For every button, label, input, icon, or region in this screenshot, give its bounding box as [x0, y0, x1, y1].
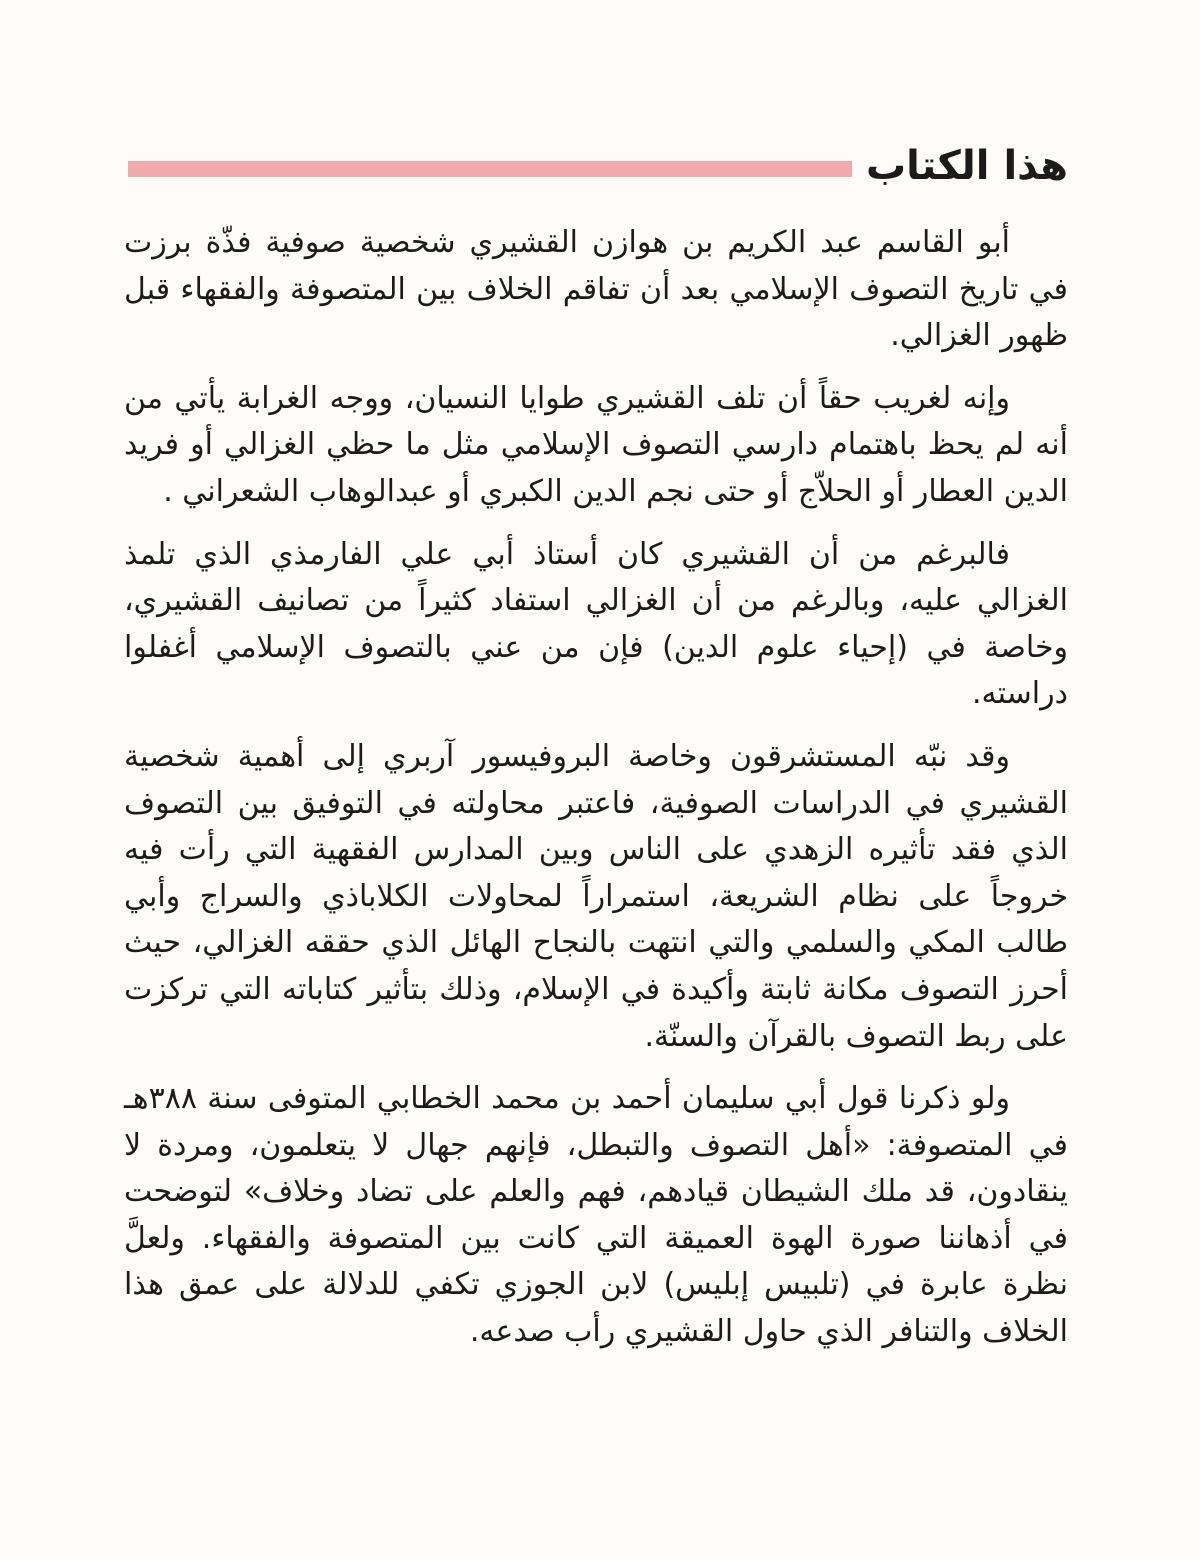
body-text — [124, 220, 1068, 1372]
paragraph-3: فالبرغم من أن القشيري كان أستاذ أبي علي الفارمذي الذي تلمذ الغزالي عليه، وبالرغم من أن الغزالي استفاد كثيراً من تصانيف القشيري، وخاصة في (إحياء علوم الدين) فإن من عني بالتصوف الإسلامي أغفلوا دراسته. — [124, 536, 1068, 712]
title-rule — [128, 161, 852, 177]
paragraph-4: وقد نبّه المستشرقون وخاصة البروفيسور آربري إلى أهمية شخصية القشيري في الدراسات الصوفية، فاعتبر محاولته في التوفيق بين التصوف الذي فقد تأثيره الزهدي على الناس وبين المدارس الفقهية التي رأت فيه خروجاً على نظام الشريعة، استمراراً لمحاولات الكلاباذي والسراج وأبي طالب المكي والسلمي والتي انتهت بالنجاح الهائل الذي حققه الغزالي، حيث أحرز التصوف مكانة ثابتة وأكيدة في الإسلام، وذلك بتأثير كتاباته التي تركزت على ربط التصوف بالقرآن والسنّة. — [124, 738, 1068, 1054]
paragraph-5: ولو ذكرنا قول أبي سليمان أحمد بن محمد الخطابي المتوفى سنة ٣٨٨هـ في المتصوفة: «أهل التصوف والتبطل، فإنهم جهال لا يتعلمون، ومردة لا ينقادون، قد ملك الشيطان قيادهم، فهم والعلم على تضاد وخلاف» لتوضحت في أذهاننا صورة الهوة العميقة التي كانت بين المتصوفة والفقهاء. ولعلَّ نظرة عابرة في (تلبيس إبليس) لابن الجوزي تكفي للدلالة على عمق هذا الخلاف والتنافر الذي حاول القشيري رأب صدعه. — [124, 1081, 1068, 1350]
paragraph-1: أبو القاسم عبد الكريم بن هوازن القشيري شخصية صوفية فذّة برزت في تاريخ التصوف الإسلامي بعد أن تفاقم الخلاف بين المتصوفة والفقهاء قبل ظهور الغزالي. — [124, 225, 1068, 354]
section-header — [128, 138, 1068, 194]
section-title: هذا الكتاب — [865, 143, 1068, 189]
paragraph-2: وإنه لغريب حقاً أن تلف القشيري طوايا النسيان، ووجه الغرابة يأتي من أنه لم يحظ باهتمام دارسي التصوف الإسلامي مثل ما حظي الغزالي أو فريد الدين العطار أو الحلاّج أو حتى نجم الدين الكبري أو عبدالوهاب الشعراني . — [124, 380, 1068, 509]
